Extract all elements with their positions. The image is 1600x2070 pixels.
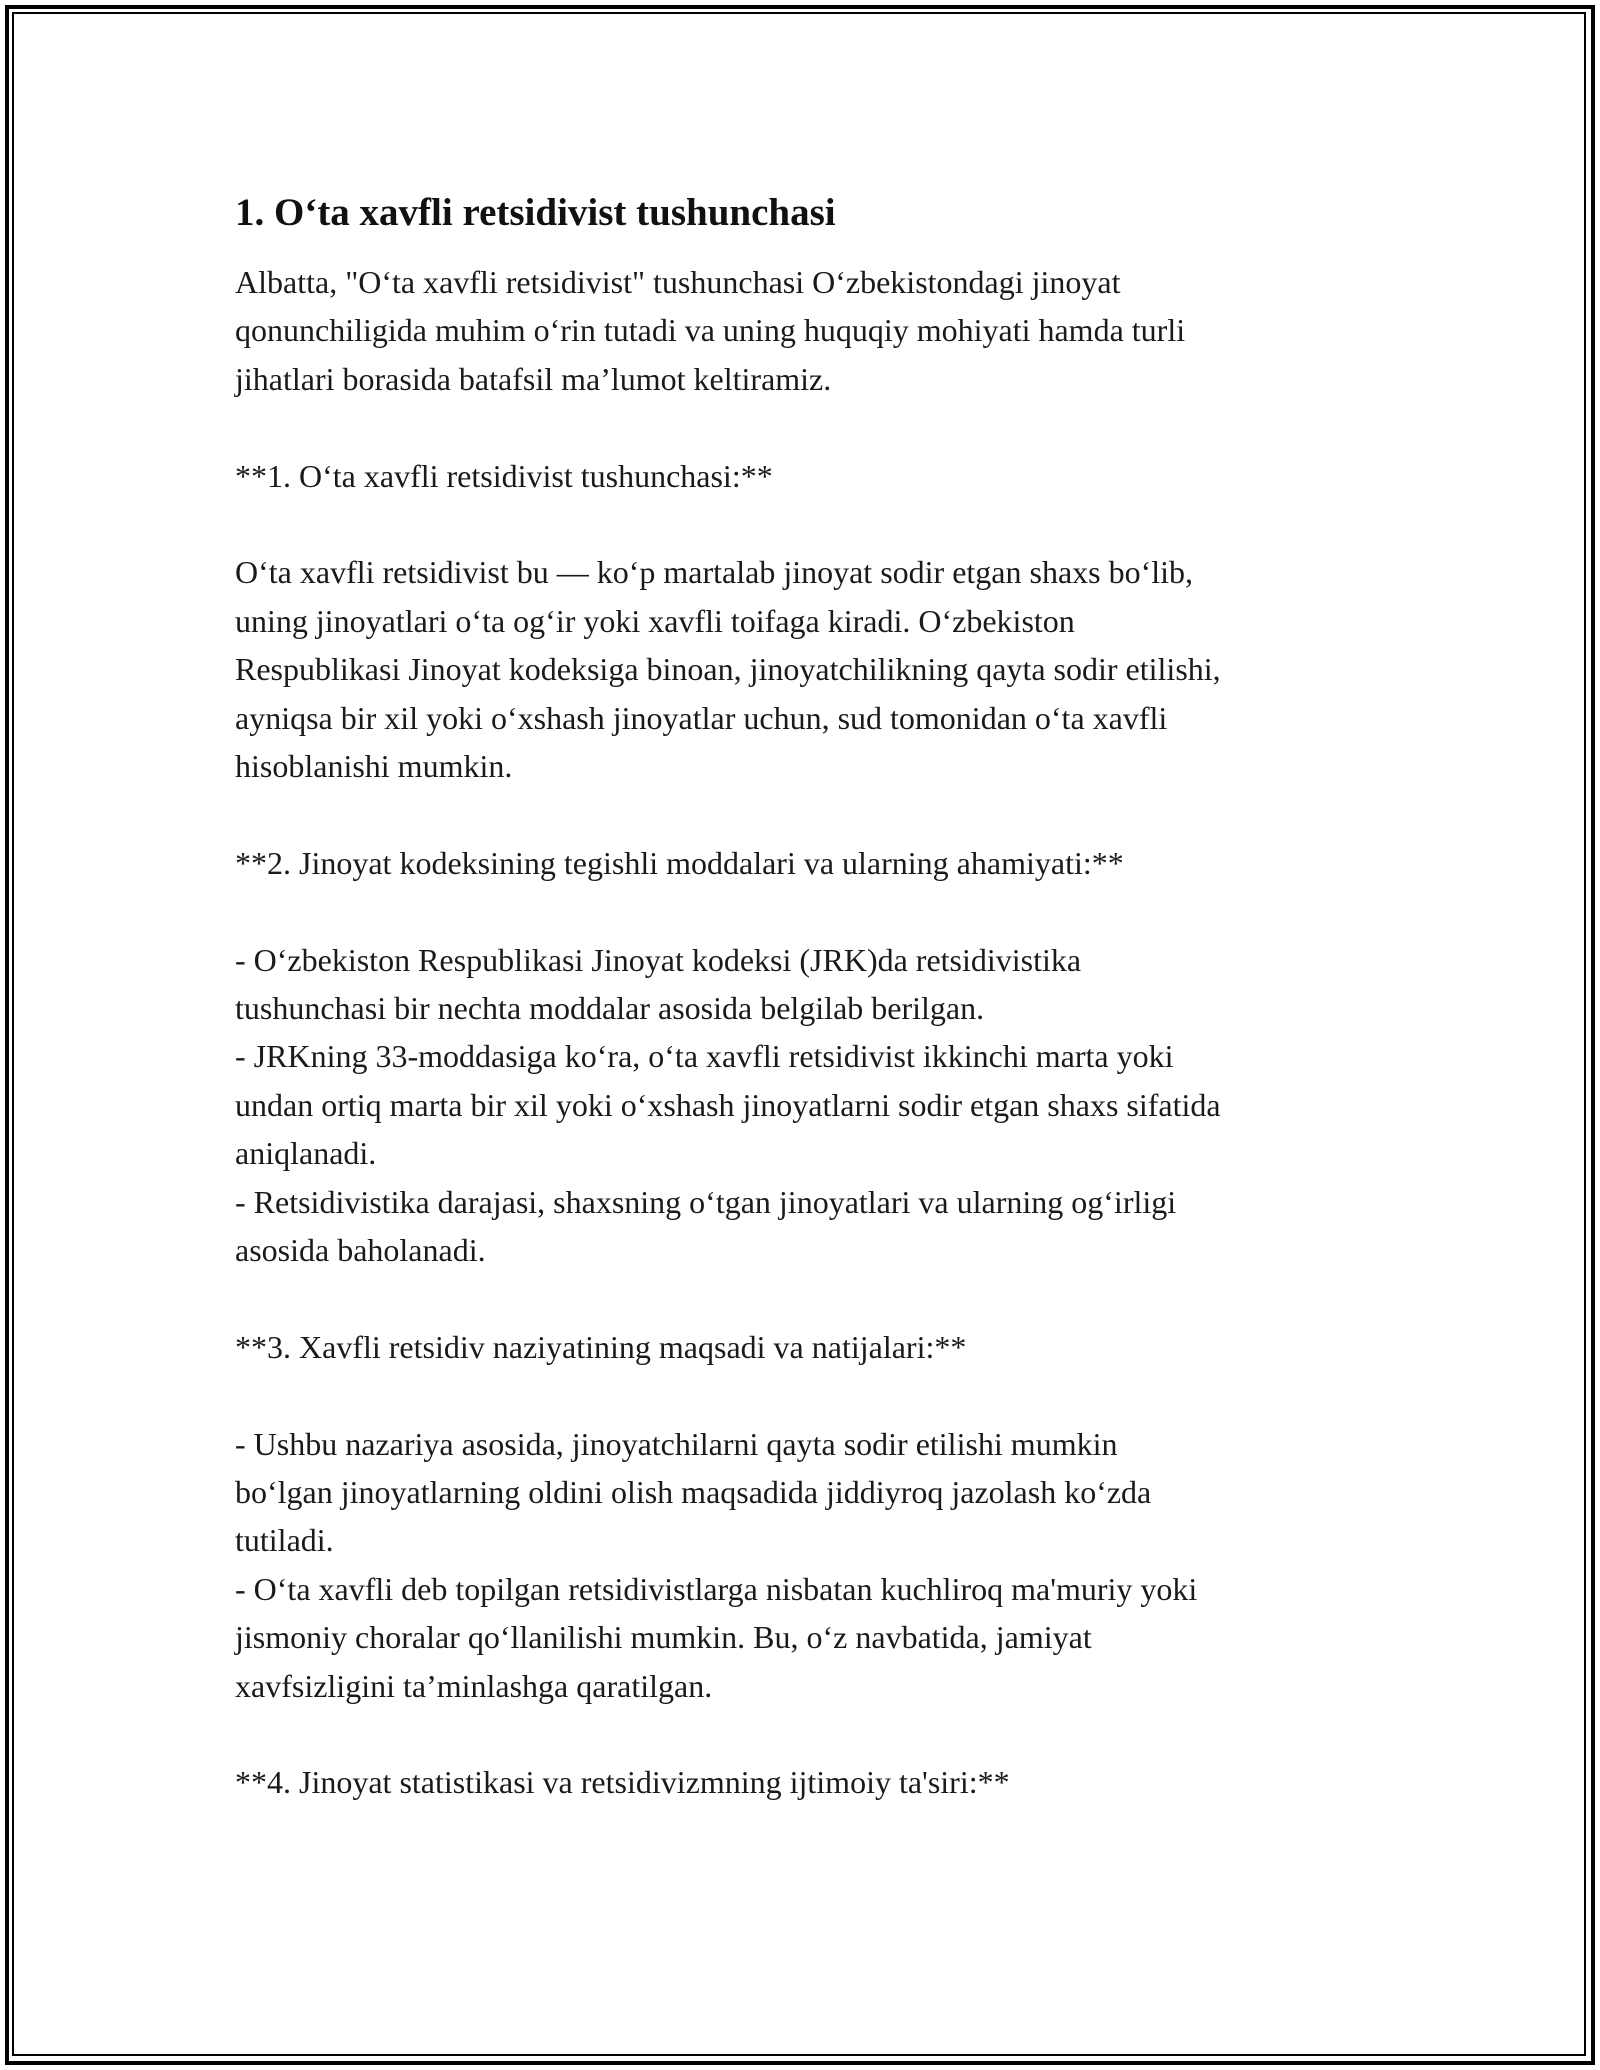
paragraph-spacer (235, 1274, 1375, 1322)
paragraph-spacer (235, 1710, 1375, 1758)
paragraph: Albatta, "O‘ta xavfli retsidivist" tushunchasi O‘zbekistondagi jinoyat qonunchiligida muhim o‘rin tutadi va uning huquqiy mohiyati hamda turli jihatlari borasida batafsil ma’lumot keltiramiz. (235, 264, 1186, 397)
paragraph: O‘ta xavfli retsidivist bu — ko‘p martalab jinoyat sodir etgan shaxs bo‘lib, uning jinoyatlari o‘ta og‘ir yoki xavfli toifaga kiradi. O‘zbekiston Respublikasi Jinoyat kodeksiga binoan, jinoyatchilikning qayta sodir etilishi, ayniqsa bir xil yoki o‘xshash jinoyatlar uchun, sud tomonidan o‘ta xavfli hisoblanishi mumkin. (235, 554, 1221, 785)
paragraph: **2. Jinoyat kodeksining tegishli moddalari va ularning ahamiyati:** (235, 844, 1124, 881)
document-body (235, 188, 1375, 1807)
paragraph-spacer (235, 1371, 1375, 1419)
paragraph: - O‘zbekiston Respublikasi Jinoyat kodeksi (JRK)da retsidivistika tushunchasi bir nechta moddalar asosida belgilab berilgan. - JRKning 33-moddasiga ko‘ra, o‘ta xavfli retsidivist ikkinchi marta yoki undan ortiq marta bir xil yoki o‘xshash jinoyatlarni sodir etgan shaxs sifatida aniqlanadi. - Retsidivistika darajasi, shaxsning o‘tgan jinoyatlari va ularning og‘irligi asosida baholanadi. (235, 941, 1221, 1269)
document-heading: 1. O‘ta xavfli retsidivist tushunchasi (235, 191, 836, 234)
paragraph-spacer (235, 500, 1375, 548)
paragraph: - Ushbu nazariya asosida, jinoyatchilarni qayta sodir etilishi mumkin bo‘lgan jinoyatlarning oldini olish maqsadida jiddiyroq jazolash ko‘zda tutiladi. - O‘ta xavfli deb topilgan retsidivistlarga nisbatan kuchliroq ma'muriy yoki jismoniy choralar qo‘llanilishi mumkin. Bu, o‘z navbatida, jamiyat xavfsizligini ta’minlashga qaratilgan. (235, 1425, 1198, 1704)
paragraph: **3. Xavfli retsidiv naziyatining maqsadi va natijalari:** (235, 1328, 967, 1365)
paragraph: **1. O‘ta xavfli retsidivist tushunchasi:** (235, 457, 773, 494)
paragraph-spacer (235, 403, 1375, 451)
paragraph-spacer (235, 887, 1375, 935)
paragraph: **4. Jinoyat statistikasi va retsidivizmning ijtimoiy ta'siri:** (235, 1764, 1010, 1801)
paragraph-list (235, 258, 1375, 1807)
paragraph-spacer (235, 790, 1375, 838)
